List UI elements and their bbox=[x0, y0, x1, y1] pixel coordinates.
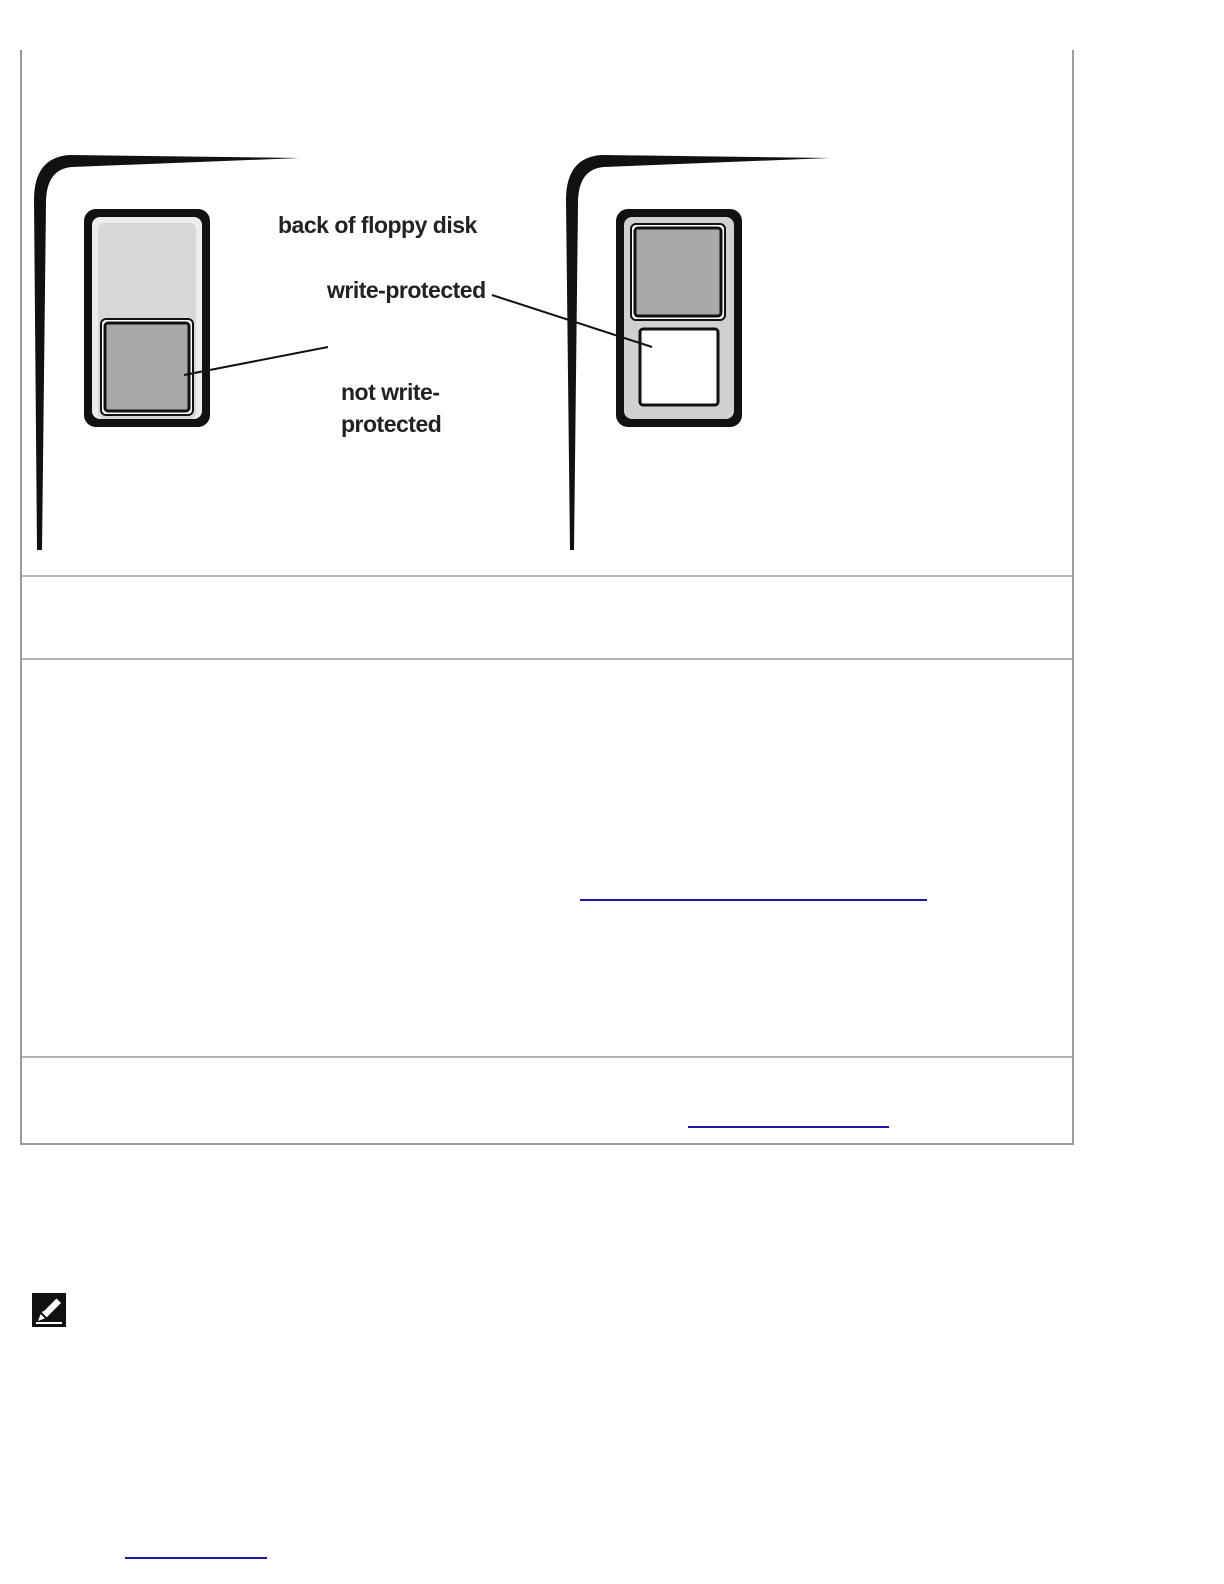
hyperlink-underline[interactable] bbox=[125, 1557, 267, 1559]
content-table bbox=[20, 50, 1074, 1145]
table-row-divider bbox=[22, 658, 1072, 660]
table-row-divider bbox=[22, 575, 1072, 577]
label-not-write-protected-1: not write- bbox=[341, 379, 440, 405]
label-write-protected: write-protected bbox=[327, 277, 486, 303]
label-back-of-disk: back of floppy disk bbox=[278, 212, 477, 238]
label-not-write-protected-2: protected bbox=[341, 411, 442, 437]
hyperlink-underline[interactable] bbox=[580, 899, 927, 901]
note-pencil-icon bbox=[32, 1293, 66, 1327]
table-row-divider bbox=[22, 1056, 1072, 1058]
floppy-write-protect-figure bbox=[32, 145, 832, 565]
hyperlink-underline[interactable] bbox=[688, 1126, 889, 1128]
tab-housing-protected bbox=[616, 209, 742, 427]
tab-housing-not-protected bbox=[84, 209, 210, 427]
